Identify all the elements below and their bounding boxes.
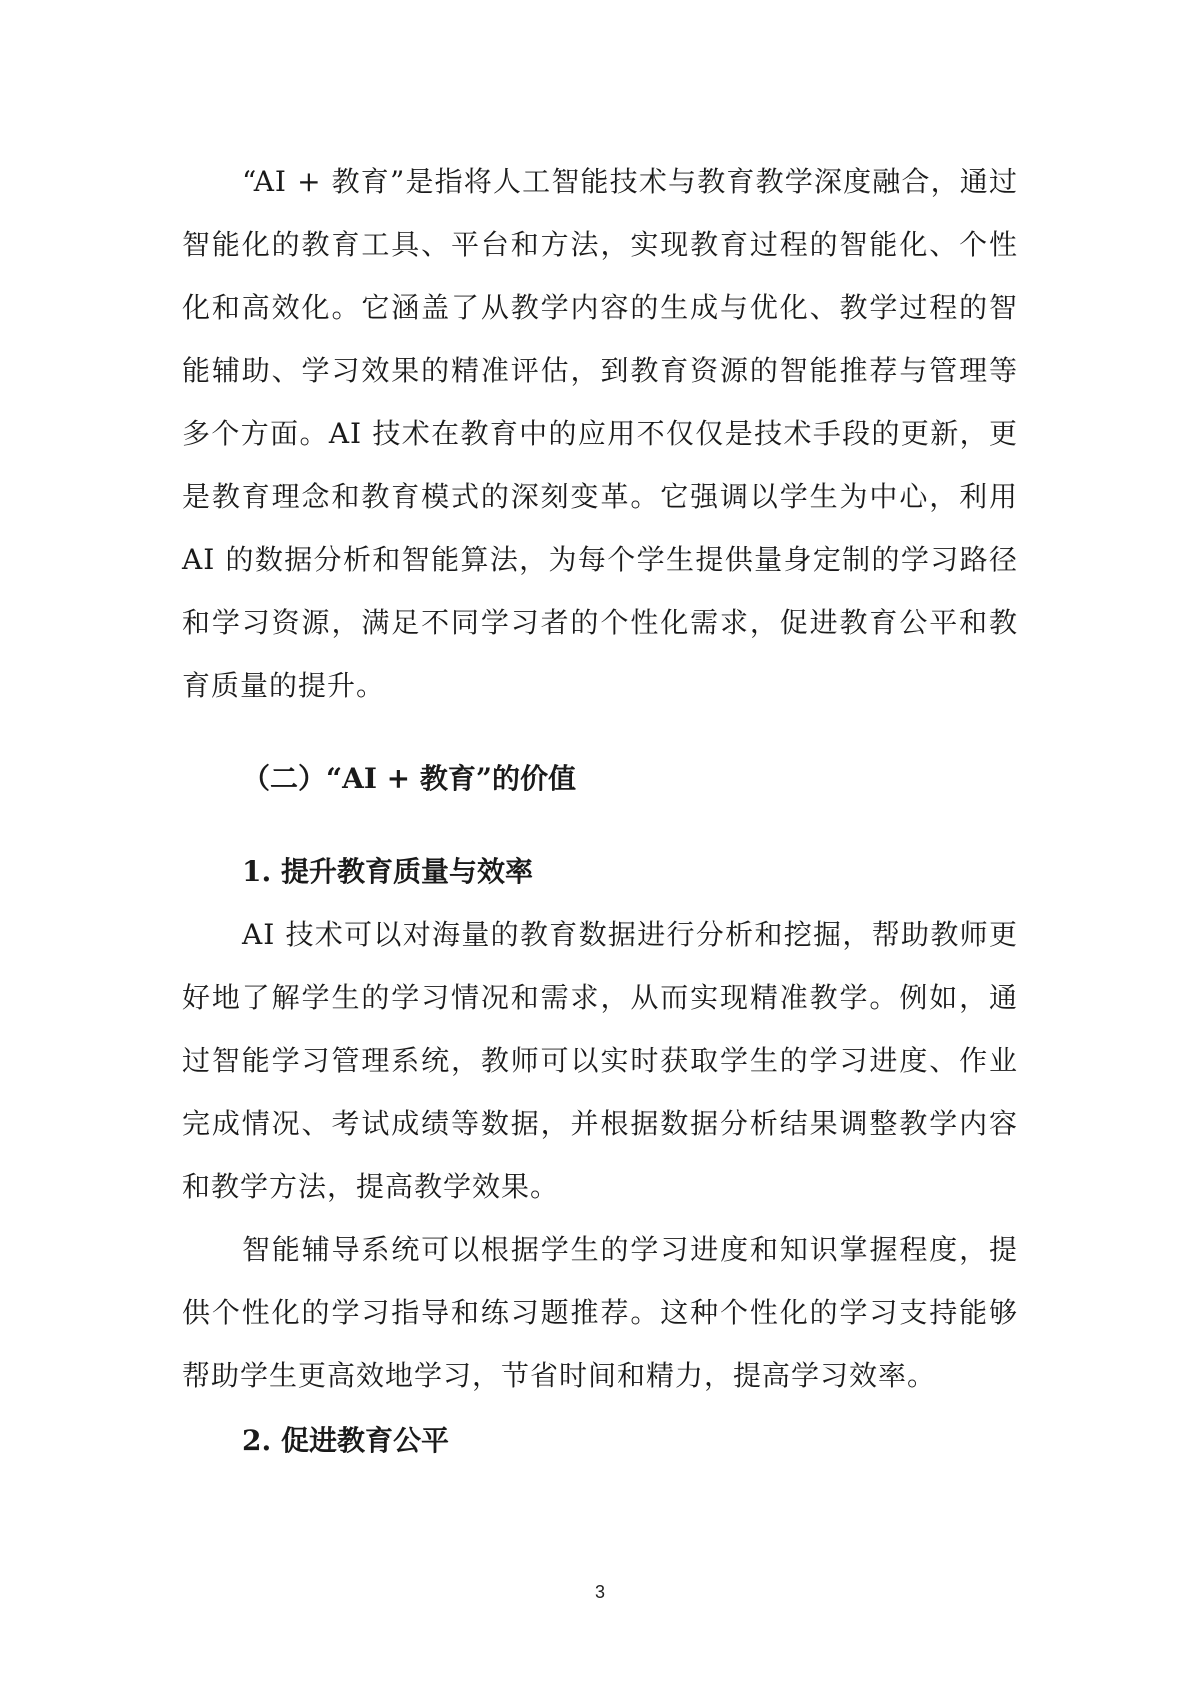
- intro-paragraph: “AI + 教育”是指将人工智能技术与教育教学深度融合，通过智能化的教育工具、平台和方法，实现教育过程的智能化、个性化和高效化。它涵盖了从教学内容的生成与优化、教学过程的智能辅助、学习效果的精准评估，到教育资源的智能推荐与管理等多个方面。AI 技术在教育中的应用不仅仅是技术手段的更新，更是教育理念和教育模式的深刻变革。它强调以学生为中心，利用 AI 的数据分析和智能算法，为每个学生提供量身定制的学习路径和学习资源，满足不同学习者的个性化需求，促进教育公平和教育质量的提升。: [182, 165, 1018, 702]
- page-body: [182, 150, 1018, 1472]
- subsection-heading-equity: 2. 促进教育公平: [242, 1424, 449, 1457]
- section-heading-value: （二）“AI + 教育”的价值: [242, 762, 576, 795]
- page-number: 3: [594, 1582, 605, 1602]
- quality-paragraph-1: AI 技术可以对海量的教育数据进行分析和挖掘，帮助教师更好地了解学生的学习情况和需求，从而实现精准教学。例如，通过智能学习管理系统，教师可以实时获取学生的学习进度、作业完成情况、考试成绩等数据，并根据数据分析结果调整教学内容和教学方法，提高教学效果。: [182, 918, 1018, 1203]
- subsection-heading-quality: 1. 提升教育质量与效率: [242, 855, 533, 888]
- quality-paragraph-2: 智能辅导系统可以根据学生的学习进度和知识掌握程度，提供个性化的学习指导和练习题推荐。这种个性化的学习支持能够帮助学生更高效地学习，节省时间和精力，提高学习效率。: [182, 1233, 1018, 1392]
